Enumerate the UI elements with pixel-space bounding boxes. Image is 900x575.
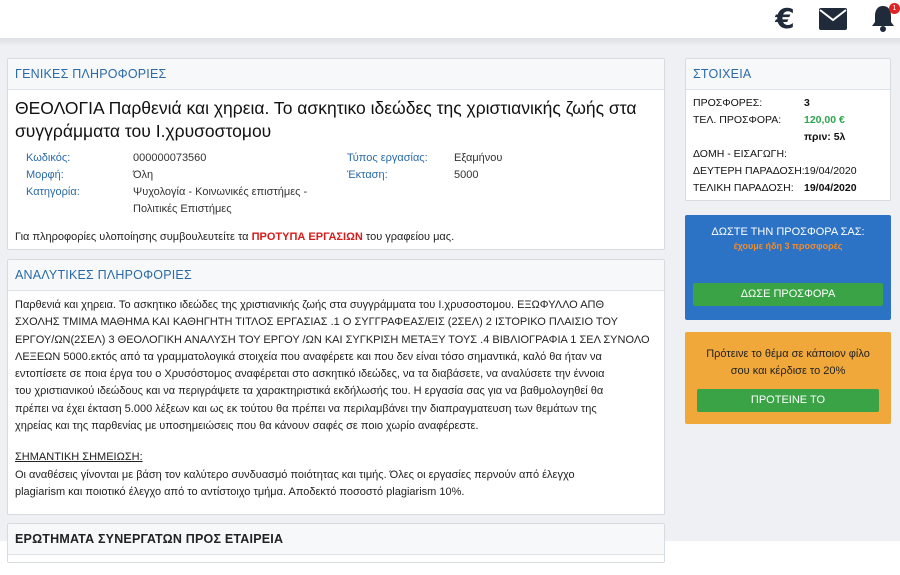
description-line: πρέπει να έχει έκταση 5.000 λέξεων και ως εκ τούτου θα πρέπει να περιλαμβάνει την διαπραγματευση των θεμάτων της <box>15 402 597 415</box>
code-value: 000000073560 <box>133 152 207 164</box>
final-delivery-label: ΤΕΛΙΚΗ ΠΑΡΑΔΟΣΗ: <box>693 182 794 194</box>
type-label: Τύπος εργασίας: <box>347 152 428 164</box>
code-label: Κωδικός: <box>26 152 71 164</box>
refer-line: σου και κέρδισε το 20% <box>730 365 846 377</box>
info-labels-left <box>26 150 80 201</box>
refer-button[interactable]: ΠΡΟΤΕΙΝΕ ΤΟ <box>697 389 879 412</box>
mail-icon[interactable] <box>819 8 847 30</box>
structure-label: ΔΟΜΗ - ΕΙΣΑΓΩΓΗ: <box>693 148 787 160</box>
form-value: Όλη <box>133 169 154 181</box>
description-line: χηρείας και της παρθενίας με υποσημειώσεις που θα κάνουν σαφές σε ποιο χωρίο αναφέρεστε. <box>15 420 479 433</box>
description-line: Παρθενιά και χηρεια. Το ασκητικο ιδεώδες της χριστιανικής ζωής στα συγγράμματα του Ι.χρυσοστομου. ΕΞΩΦΥΛΛΟ ΑΠΘ <box>15 299 605 311</box>
refer-box <box>685 332 891 424</box>
important-note-label: ΣΗΜΑΝΤΙΚΗ ΣΗΜΕΙΩΣΗ: <box>15 451 143 463</box>
description-line: του χριστιανικού ιδεώδους και να περιγράψετε τα χαρακτηριστικά εκδήλωσής του. Η εργασία σας για να βαθμολογηθεί θα <box>15 385 604 398</box>
description-line: ΛΕΞΕΩΝ 5000.εκτός από τα γραμματολογικά στοιχεία που αναφέρετε και που δεν είναι τόσο σημαντικά, καλό θα ήταν να <box>15 350 602 363</box>
info-values-left <box>133 150 343 218</box>
description-line: ΕΡΓΟΥ/ΩΝ(2ΣΕΛ) 3 ΘΕΟΛΟΓΙΚΗ ΑΝΑΛΥΣΗ ΤΟΥ ΕΡΓΟΥ /ΩΝ ΚΑΙ ΣΥΓΚΡΙΣΗ ΜΕΤΑΞΥ ΤΟΥΣ .4 ΒΙΒΛΙΟΓΡΑΦΙΑ 1 ΣΕΛ ΣΥΝΟΛΟ <box>15 333 650 346</box>
header-divider <box>0 38 900 46</box>
questions-heading[interactable]: ΕΡΩΤΗΜΑΤΑ ΣΥΝΕΡΓΑΤΩΝ ΠΡΟΣ ΕΤΑΙΡΕΙΑ <box>8 524 664 555</box>
description-line: εντοπίσετε σε ποια έργα του ο Χρυσόστομος αναφέρεται στο ασκητικό ιδεώδες, να τα διαβάσετε, να αναλύσετε την έννοια <box>15 368 605 381</box>
refer-line: Πρότεινε το θέμα σε κάποιον φίλο <box>706 348 870 360</box>
second-delivery-label: ΔΕΥΤΕΡΗ ΠΑΡΑΔΟΣΗ: <box>693 165 805 177</box>
important-line: Οι αναθέσεις γίνονται με βάση τον καλύτερο συνδυασμό ποιότητας και τιμής. Όλες οι εργασίες περνούν από έλεγχο <box>15 469 575 481</box>
templates-note <box>15 231 454 243</box>
notification-badge: 1 <box>889 3 900 14</box>
category-value: Ψυχολογία - Κοινωνικές επιστήμες - <box>133 186 308 198</box>
templates-note-text: Για πληροφορίες υλοποίησης συμβουλευτείτε τα <box>15 231 252 243</box>
second-delivery-value: 19/04/2020 <box>804 165 857 177</box>
offer-box <box>685 215 891 320</box>
details-heading: ΣΤΟΙΧΕΙΑ <box>686 59 890 90</box>
templates-note-end: του γραφείου μας. <box>362 231 455 243</box>
category-value-cont: Πολιτικές Επιστήμες <box>133 203 232 215</box>
form-label: Μορφή: <box>26 169 64 181</box>
give-offer-button[interactable]: ΔΩΣΕ ΠΡΟΣΦΟΡΑ <box>693 283 883 306</box>
offer-box-title: ΔΩΣΤΕ ΤΗΝ ΠΡΟΣΦΟΡΑ ΣΑΣ: <box>711 226 865 238</box>
refer-box-text <box>685 346 891 380</box>
final-delivery-value: 19/04/2020 <box>804 182 857 194</box>
offers-label: ΠΡΟΣΦΟΡΕΣ: <box>693 97 763 109</box>
top-bar <box>0 0 900 38</box>
last-offer-value: 120,00 € <box>804 114 845 126</box>
offers-value: 3 <box>804 97 810 109</box>
important-line: plagiarism και ποιοτικό έλεγχο από το αντίστοιχο τμήμα. Αποδεκτό ποσοστό plagiarism 10%. <box>15 486 465 499</box>
offer-box-subtitle: έχουμε ήδη 3 προσφορές <box>733 241 843 251</box>
important-note-text <box>15 467 660 502</box>
last-offer-label: ΤΕΛ. ΠΡΟΣΦΟΡΑ: <box>693 114 782 126</box>
analytic-info-heading: ΑΝΑΛΥΤΙΚΕΣ ΠΛΗΡΟΦΟΡΙΕΣ <box>8 260 664 291</box>
templates-link[interactable]: ΠΡΟΤΥΠΑ ΕΡΓΑΣΙΩΝ <box>251 231 363 243</box>
general-info-heading: ΓΕΝΙΚΕΣ ΠΛΗΡΟΦΟΡΙΕΣ <box>8 59 664 90</box>
category-label: Κατηγορία: <box>26 186 80 198</box>
info-labels-right <box>347 150 428 184</box>
info-values-right <box>454 150 502 184</box>
assignment-title: ΘΕΟΛΟΓΙΑ Παρθενιά και χηρεια. Το ασκητικο ιδεώδες της χριστιανικής ζωής στα συγγράμματα του Ι.χρυσοστομου <box>15 98 637 141</box>
length-label: Έκταση: <box>347 169 388 181</box>
last-offer-ago: πριν: 5λ <box>804 131 846 143</box>
length-value: 5000 <box>454 169 479 181</box>
analytic-description <box>15 297 660 435</box>
general-info-panel <box>7 58 665 250</box>
details-panel <box>685 58 891 201</box>
euro-icon[interactable]: € <box>775 2 795 35</box>
description-line: ΣΧΟΛΗΣ ΤΜΙΜΑ ΜΑΘΗΜΑ ΚΑΙ ΚΑΘΗΓΗΤΗ ΤΙΤΛΟΣ ΕΡΓΑΣΙΑΣ .1 Ο ΣΥΓΓΡΑΦΕΑΣ/ΕΙΣ (2ΣΕΛ) 2 ΙΣΤΟΡΙΚΟ ΠΛΑΙΣΙΟ ΤΟΥ <box>15 316 618 329</box>
type-value: Εξαμήνου <box>454 152 503 164</box>
analytic-info-panel <box>7 259 665 515</box>
questions-panel <box>7 523 665 563</box>
